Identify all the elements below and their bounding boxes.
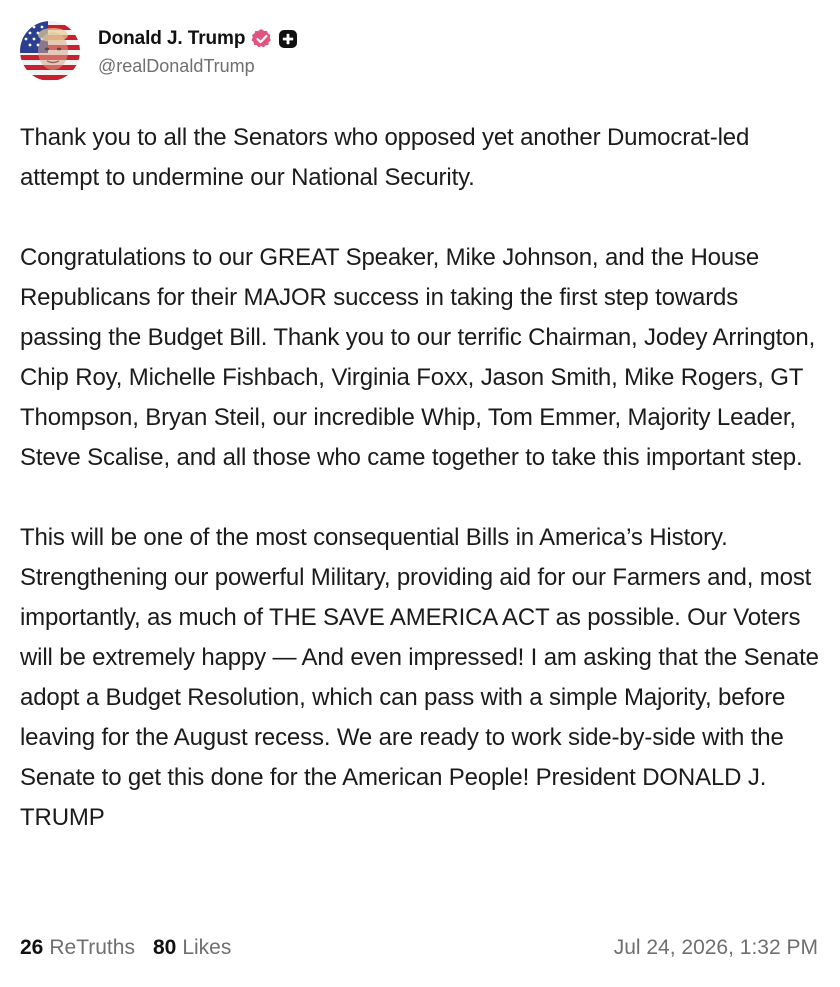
post-paragraph-1: Thank you to all the Senators who opposed yet another Dumocrat-led attempt to undermine our National Security. bbox=[20, 124, 750, 191]
author-handle[interactable]: @realDonaldTrump bbox=[98, 56, 255, 76]
post-paragraph-2: Congratulations to our GREAT Speaker, Mike Johnson, and the House Republicans for their MAJOR success in taking the first step towards passing the Budget Bill. Thank you to our terrific Chairman, Jodey Arrington, Chip Roy, Michelle Fishbach, Virginia Foxx, Jason Smith, Mike Rogers, GT Thompson, Bryan Steil, our incredible Whip, Tom Emmer, Majority Leader, Steve Scalise, and all those who came together to take this important step. bbox=[20, 244, 816, 471]
likes-count: 80 bbox=[152, 936, 177, 959]
post-stats bbox=[20, 936, 249, 960]
post-timestamp[interactable]: Jul 24, 2026, 1:32 PM bbox=[613, 936, 818, 959]
display-name-row bbox=[98, 25, 298, 53]
likes-label: Likes bbox=[182, 936, 232, 959]
author-names bbox=[98, 25, 298, 77]
likes-stat[interactable] bbox=[153, 936, 231, 960]
avatar[interactable] bbox=[20, 21, 80, 81]
display-name[interactable]: Donald J. Trump bbox=[98, 28, 246, 49]
post-body bbox=[20, 118, 820, 838]
plus-badge-icon bbox=[278, 29, 298, 49]
retruths-label: ReTruths bbox=[49, 936, 135, 959]
post-header bbox=[20, 20, 298, 82]
post-footer bbox=[20, 928, 818, 968]
flag-portrait-avatar-icon bbox=[20, 21, 80, 81]
retruths-count: 26 bbox=[20, 936, 44, 959]
retruths-stat[interactable] bbox=[20, 936, 135, 960]
post-paragraph-3: This will be one of the most consequential Bills in America’s History. Strengthening our powerful Military, providing aid for our Farmers and, most importantly, as much of THE SAVE AMERICA ACT as possible. Our Voters will be extremely happy — And even impressed! I am asking that the Senate adopt a Budget Resolution, which can pass with a simple Majority, before leaving for the August recess. We are ready to work side-by-side with the Senate to get this done for the American People! President DONALD J. TRUMP bbox=[20, 524, 819, 831]
verified-badge-icon bbox=[251, 28, 273, 50]
